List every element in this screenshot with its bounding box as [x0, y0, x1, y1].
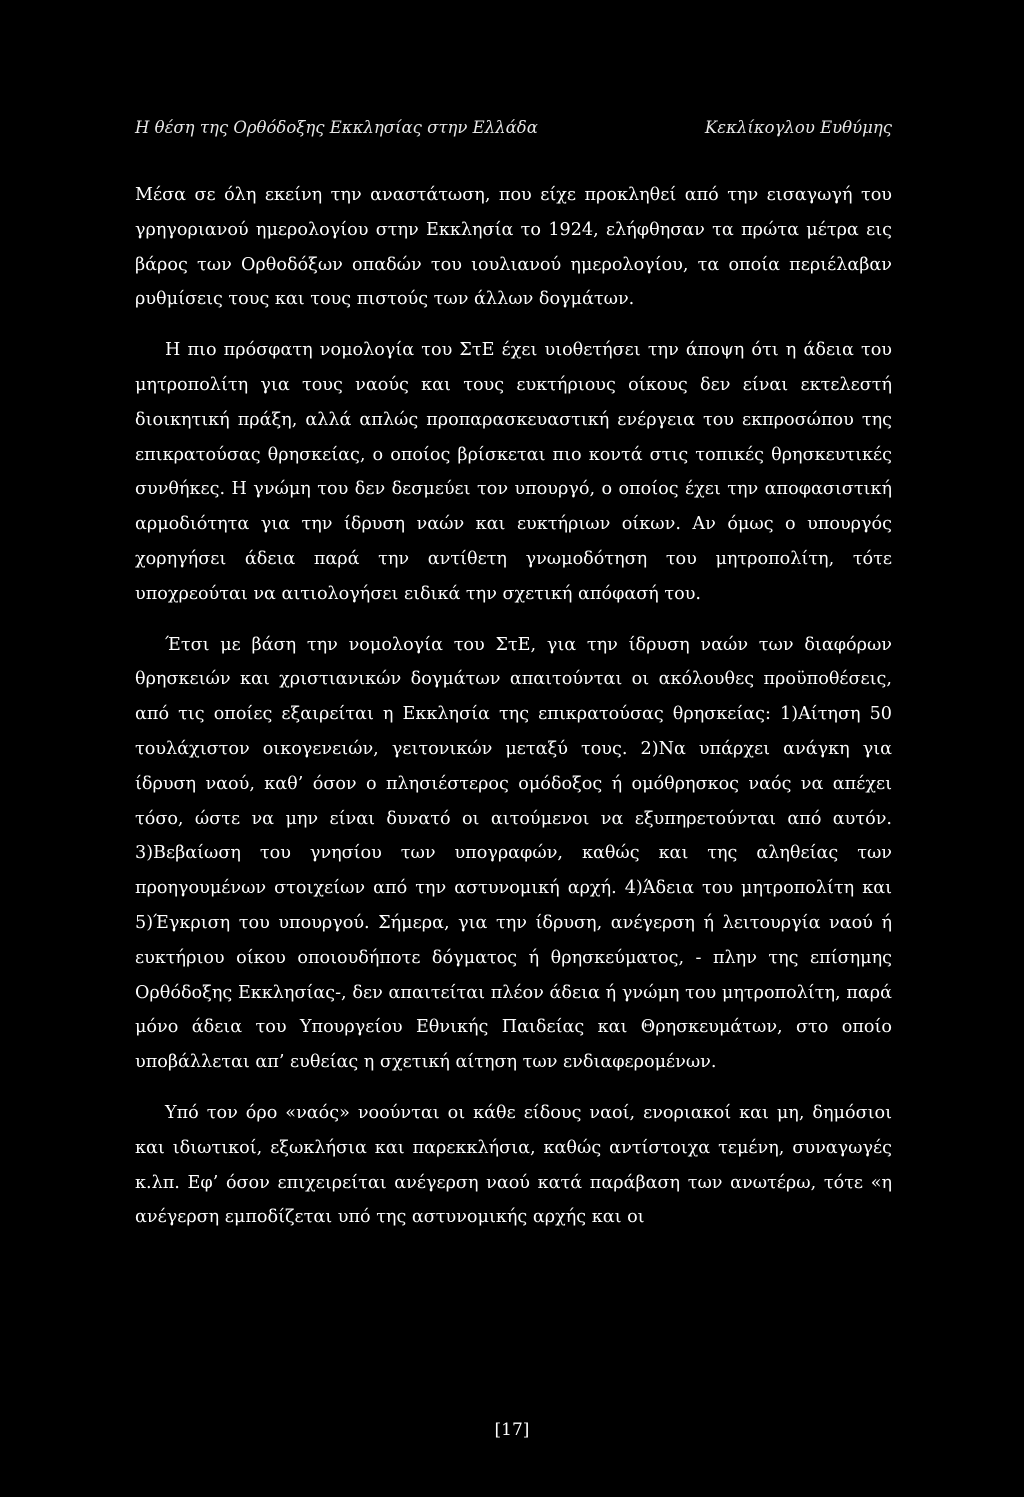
paragraph: Η πιο πρόσφατη νομολογία του ΣτΕ έχει υιοθετήσει την άποψη ότι η άδεια του μητροπολίτη για τους ναούς και τους ευκτήριους οίκους δεν είναι εκτελεστή διοικητική πράξη, αλλά απλώς προπαρασκευαστική ενέργεια του εκπροσώπου της επικρατούσας θρησκείας, ο οποίος βρίσκεται πιο κοντά στις τοπικές θρησκευτικές συνθήκες. Η γνώμη του δεν δεσμεύει τον υπουργό, ο οποίος έχει την αποφασιστική αρμοδιότητα για την ίδρυση ναών και ευκτήριων οίκων. Αν όμως ο υπουργός χορηγήσει άδεια παρά την αντίθετη γνωμοδότηση του μητροπολίτη, τότε υποχρεούται να αιτιολογήσει ειδικά την σχετική απόφασή του. — [135, 340, 892, 604]
paragraph: Έτσι με βάση την νομολογία του ΣτΕ, για την ίδρυση ναών των διαφόρων θρησκειών και χριστιανικών δογμάτων απαιτούνται οι ακόλουθες προϋποθέσεις, από τις οποίες εξαιρείται η Εκκλησία της επικρατούσας θρησκείας: 1)Αίτηση 50 τουλάχιστον οικογενειών, γειτονικών μεταξύ τους. 2)Να υπάρχει ανάγκη για ίδρυση ναού, καθ’ όσον ο πλησιέστερος ομόδοξος ή ομόθρησκος ναός να απέχει τόσο, ώστε να μην είναι δυνατό οι αιτούμενοι να εξυπηρετούνται από αυτόν. 3)Βεβαίωση του γνησίου των υπογραφών, καθώς και της αληθείας των προηγουμένων στοιχείων από την αστυνομική αρχή. 4)Άδεια του μητροπολίτη και 5)Έγκριση του υπουργού. Σήμερα, για την ίδρυση, ανέγερση ή λειτουργία ναού ή ευκτήριου οίκου οποιουδήποτε δόγματος ή θρησκεύματος, - πλην της επίσημης Ορθόδοξης Εκκλησίας-, δεν απαιτείται πλέον άδεια ή γνώμη του μητροπολίτη, παρά μόνο άδεια του Υπουργείου Εθνικής Παιδείας και Θρησκευμάτων, στο οποίο υποβάλλεται απ’ ευθείας η σχετική αίτηση των ενδιαφερομένων. — [135, 634, 892, 1073]
paragraph: Υπό τον όρο «ναός» νοούνται οι κάθε είδους ναοί, ενοριακοί και μη, δημόσιοι και ιδιωτικοί, εξωκλήσια και παρεκκλήσια, καθώς αντίστοιχα τεμένη, συναγωγές κ.λπ. Εφ’ όσον επιχειρείται ανέγερση ναού κατά παράβαση των ανωτέρω, τότε «η ανέγερση εμποδίζεται υπό της αστυνομικής αρχής και οι — [135, 1102, 892, 1228]
running-header — [135, 118, 892, 144]
paragraph: Μέσα σε όλη εκείνη την αναστάτωση, που είχε προκληθεί από την εισαγωγή του γρηγοριανού ημερολογίου στην Εκκλησία το 1924, ελήφθησαν τα πρώτα μέτρα εις βάρος των Ορθοδόξων οπαδών του ιουλιανού ημερολογίου, τα οποία περιέλαβαν ρυθμίσεις τους και τους πιστούς των άλλων δογμάτων. — [135, 185, 892, 310]
page-number: [17] — [494, 1420, 530, 1440]
header-author: Κεκλίκογλου Ευθύμης — [704, 118, 892, 137]
page-body — [135, 178, 892, 1235]
header-title: Η θέση της Ορθόδοξης Εκκλησίας στην Ελλάδα — [135, 118, 538, 137]
